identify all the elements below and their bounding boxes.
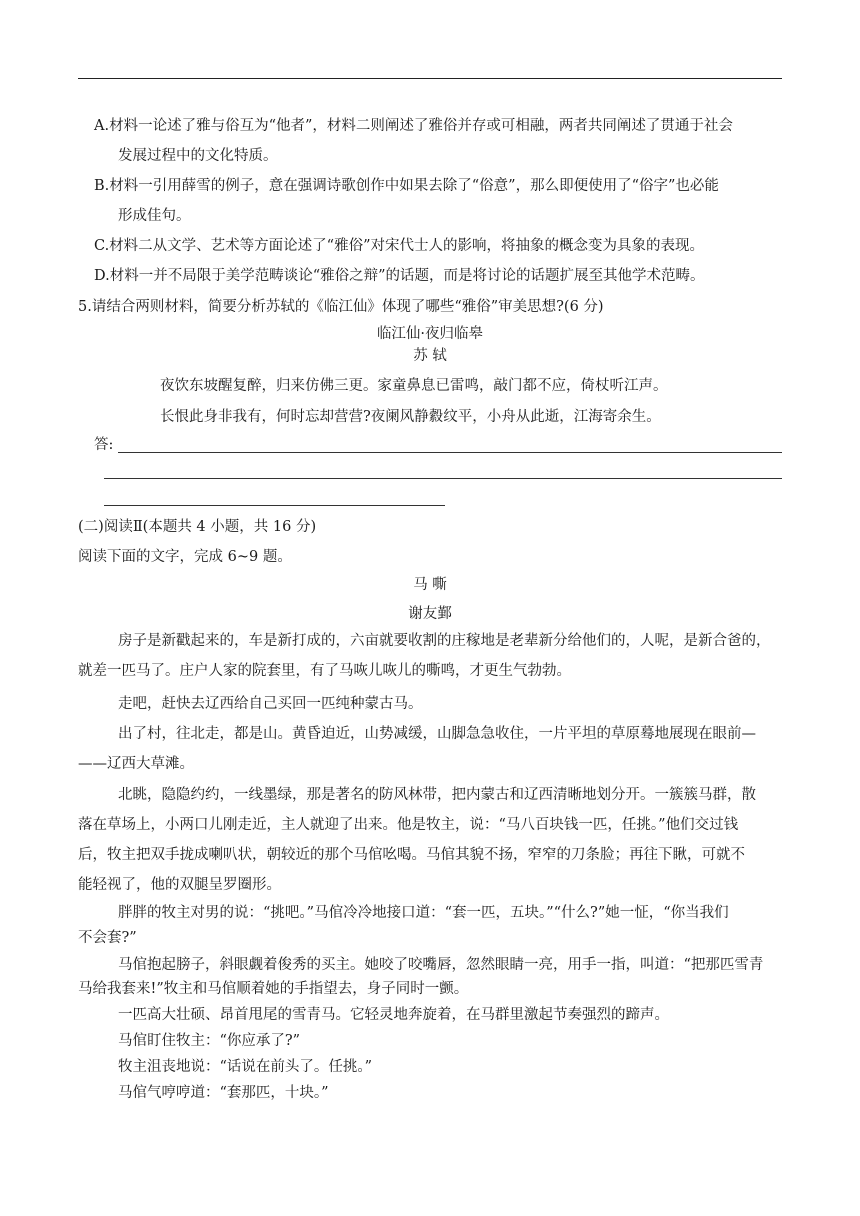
section-2-instruction: 阅读下面的文字，完成 6~9 题。 bbox=[78, 549, 292, 565]
story-paragraph-4-line4: 能轻视了，他的双腿呈罗圈形。 bbox=[78, 877, 281, 893]
story-title: 马 嘶 bbox=[413, 577, 447, 593]
story-paragraph-7: 一匹高大壮硕、昂首甩尾的雪青马。它轻灵地奔旋着，在马群里激起节奏强烈的蹄声。 bbox=[118, 1007, 669, 1023]
story-paragraph-9: 牧主沮丧地说：“话说在前头了。任挑。” bbox=[118, 1059, 373, 1075]
option-b-line1: B.材料一引用薛雪的例子，意在强调诗歌创作中如果去除了“俗意”，那么即便使用了“俗字”也必能 bbox=[94, 178, 719, 194]
story-paragraph-2: 走吧，赶快去辽西给自己买回一匹纯种蒙古马。 bbox=[118, 696, 423, 712]
header-rule bbox=[78, 78, 782, 79]
option-a-line2: 发展过程中的文化特质。 bbox=[118, 148, 278, 164]
option-a-line1: A.材料一论述了雅与俗互为“他者”，材料二则阐述了雅俗并存或可相融，两者共同阐述了贯通于社会 bbox=[94, 118, 733, 134]
story-paragraph-6-line2: 马给我套来!”牧主和马倌顺着她的手指望去，身子同时一颤。 bbox=[78, 981, 469, 997]
question-5-prompt: 5.请结合两则材料，简要分析苏轼的《临江仙》体现了哪些“雅俗”审美思想?(6 分) bbox=[78, 299, 604, 315]
answer-line-1[interactable] bbox=[118, 452, 782, 453]
poem-title: 临江仙·夜归临皋 bbox=[376, 326, 484, 342]
story-paragraph-4-line1: 北眺，隐隐约约，一线墨绿，那是著名的防风林带，把内蒙古和辽西清晰地划分开。一簇簇马群，散 bbox=[118, 787, 756, 803]
section-2-heading: (二)阅读Ⅱ(本题共 4 小题，共 16 分) bbox=[78, 519, 317, 535]
story-paragraph-1-line1: 房子是新戳起来的，车是新打成的，六亩就要收割的庄稼地是老辈新分给他们的，人呢，是新合爸的， bbox=[118, 633, 771, 649]
story-paragraph-5-line1: 胖胖的牧主对男的说：“挑吧。”马倌冷冷地接口道：“套一匹，五块。”“什么?”她一怔，“你当我们 bbox=[118, 905, 729, 921]
poem-author: 苏 轼 bbox=[413, 348, 447, 364]
poem-line-1: 夜饮东坡醒复醉，归来仿佛三更。家童鼻息已雷鸣，敲门都不应，倚杖听江声。 bbox=[160, 378, 668, 394]
answer-line-3[interactable] bbox=[104, 505, 445, 506]
story-paragraph-6-line1: 马倌抱起膀子，斜眼觑着俊秀的买主。她咬了咬嘴唇，忽然眼睛一亮，用手一指，叫道：“把那匹雪青 bbox=[118, 957, 764, 973]
story-paragraph-5-line2: 不会套?” bbox=[78, 930, 137, 946]
poem-line-2: 长恨此身非我有，何时忘却营营?夜阑风静縠纹平，小舟从此逝，江海寄余生。 bbox=[160, 409, 661, 425]
story-paragraph-1-line2: 就差一匹马了。庄户人家的院套里，有了马咴儿咴儿的嘶鸣，才更生气勃勃。 bbox=[78, 663, 571, 679]
story-paragraph-4-line2: 落在草场上，小两口儿刚走近，主人就迎了出来。他是牧主，说：“马八百块钱一匹，任挑。”他们交过钱 bbox=[78, 817, 739, 833]
option-d: D.材料一并不局限于美学范畴谈论“雅俗之辩”的话题，而是将讨论的话题扩展至其他学术范畴。 bbox=[94, 268, 705, 284]
story-paragraph-3-line1: 出了村，往北走，都是山。黄昏迫近，山势减缓，山脚急急收住，一片平坦的草原蓦地展现在眼前— bbox=[118, 726, 756, 742]
option-c: C.材料二从文学、艺术等方面论述了“雅俗”对宋代士人的影响，将抽象的概念变为具象的表现。 bbox=[94, 238, 705, 254]
story-paragraph-8: 马倌盯住牧主：“你应承了?” bbox=[118, 1033, 301, 1049]
answer-line-2[interactable] bbox=[104, 478, 782, 479]
story-paragraph-4-line3: 后，牧主把双手拢成喇叭状，朝较近的那个马倌吆喝。马倌其貌不扬，窄窄的刀条脸；再往下瞅，可就不 bbox=[78, 847, 745, 863]
answer-label: 答: bbox=[94, 437, 114, 453]
option-b-line2: 形成佳句。 bbox=[118, 208, 191, 224]
story-author: 谢友鄞 bbox=[408, 606, 452, 622]
story-paragraph-10: 马倌气哼哼道：“套那匹，十块。” bbox=[118, 1085, 329, 1101]
story-paragraph-3-line2: ——辽西大草滩。 bbox=[78, 756, 194, 772]
